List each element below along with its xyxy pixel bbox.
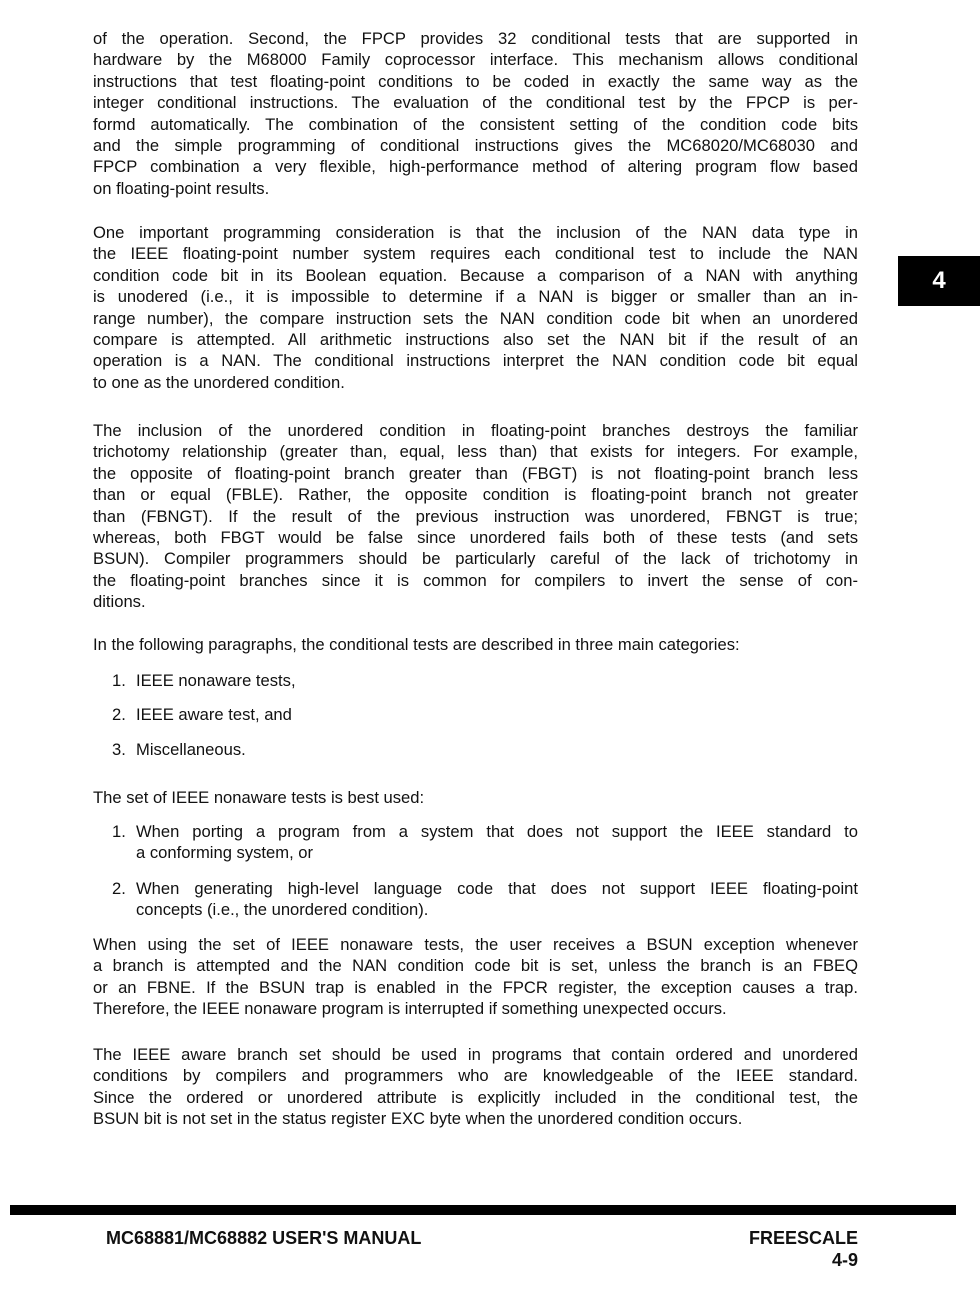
footer-rule (10, 1205, 956, 1215)
text-line: formd automatically. The combination of the consistent setting of the condition code bits (93, 114, 858, 134)
text-line: IEEE aware test, and (136, 705, 292, 724)
text-line: The set of IEEE nonaware tests is best used: (93, 788, 425, 807)
list-text (136, 821, 858, 864)
text-line: and the simple programming of conditional instructions gives the MC68020/MC68030 and (93, 135, 858, 155)
text-line: is unodered (i.e., it is impossible to determine if a NAN is bigger or smaller than an in- (93, 287, 858, 307)
paragraph-categories-intro (93, 634, 858, 655)
footer-manual-title: MC68881/MC68882 USER'S MANUAL (106, 1228, 422, 1248)
text-line: or an FBNE. If the BSUN trap is enabled in the FPCR register, the exception causes a trap. (93, 977, 858, 997)
text-line: Since the ordered or unordered attribute is explicitly included in the conditional test, the (93, 1087, 858, 1107)
page-number: 4-9 (831, 1250, 858, 1270)
text-line: BSUN bit is not set in the status register EXC byte when the unordered condition occurs. (93, 1109, 743, 1129)
text-line: range number), the compare instruction sets the NAN condition code bit when an unordered (93, 308, 858, 328)
text-line: trichotomy relationship (greater than, equal, less than) that exists for integers. For example, (93, 442, 858, 462)
footer-company: FREESCALE (748, 1228, 858, 1248)
text-line: a conforming system, or (136, 843, 314, 863)
text-line: to one as the unordered condition. (93, 372, 345, 392)
list-number: 1. (112, 822, 126, 841)
text-line: integer conditional instructions. The evaluation of the conditional test by the FPCP is per- (93, 93, 858, 113)
paragraph-fpcp-conditional-tests (93, 28, 858, 199)
paragraph-bsun-exception (93, 934, 858, 1020)
paragraph-nonaware-intro (93, 787, 858, 808)
text-line: the floating-point branches since it is common for compilers to invert the sense of con- (93, 570, 858, 590)
chapter-tab (898, 256, 980, 306)
list-text (136, 704, 858, 725)
text-line: conditions by compilers and programmers who are knowledgeable of the IEEE standard. (93, 1066, 858, 1086)
list-number: 2. (112, 705, 126, 724)
paragraph-unordered-condition (93, 420, 858, 613)
text-line: Therefore, the IEEE nonaware program is interrupted if something unexpected occurs. (93, 999, 727, 1019)
text-line: concepts (i.e., the unordered condition). (136, 900, 429, 920)
text-line: a branch is attempted and the NAN condition code bit is set, unless the branch is an FBEQ (93, 956, 858, 976)
text-line: the IEEE floating-point number system requires each conditional test to include the NAN (93, 244, 858, 264)
paragraph-ieee-aware (93, 1044, 858, 1130)
text-line: FPCP combination a very flexible, high-performance method of altering program flow based (93, 157, 858, 177)
text-line: Miscellaneous. (136, 740, 246, 759)
text-line: When using the set of IEEE nonaware tests, the user receives a BSUN exception whenever (93, 935, 858, 954)
text-line: hardware by the M68000 Family coprocessor interface. This mechanism allows conditional (93, 50, 858, 70)
text-line: of the operation. Second, the FPCP provides 32 conditional tests that are supported in (93, 29, 858, 48)
text-line: whereas, both FBGT would be false since unordered fails both of these tests (and sets (93, 527, 858, 547)
text-line: When porting a program from a system that does not support the IEEE standard to (136, 822, 858, 841)
text-line: than or equal (FBLE). Rather, the opposite condition is floating-point branch not greater (93, 485, 858, 505)
list-text (136, 739, 858, 760)
text-line: The IEEE aware branch set should be used in programs that contain ordered and unordered (93, 1045, 858, 1064)
text-line: instructions that test floating-point conditions to be coded in exactly the same way as the (93, 71, 858, 91)
text-line: ditions. (93, 592, 146, 612)
text-line: condition code bit in its Boolean equation. Because a comparison of a NAN with anything (93, 265, 858, 285)
text-line: When generating high-level language code that does not support IEEE floating-point (136, 879, 858, 898)
text-line: One important programming consideration is that the inclusion of the NAN data type in (93, 223, 858, 242)
list-number: 3. (112, 740, 126, 759)
text-line: operation is a NAN. The conditional instructions interpret the NAN condition code bit equal (93, 351, 858, 371)
text-line: IEEE nonaware tests, (136, 671, 296, 690)
text-line: The inclusion of the unordered condition in floating-point branches destroys the familiar (93, 421, 858, 440)
paragraph-nan-consideration (93, 222, 858, 393)
text-line: compare is attempted. All arithmetic instructions also set the NAN bit if the result of an (93, 329, 858, 349)
text-line: BSUN). Compiler programmers should be particularly careful of the lack of trichotomy in (93, 549, 858, 569)
list-number: 2. (112, 879, 126, 898)
list-text (136, 878, 858, 921)
text-line: the opposite of floating-point branch greater than (FBGT) is not floating-point branch less (93, 463, 858, 483)
chapter-number: 4 (932, 267, 946, 294)
list-text (136, 670, 858, 691)
list-number: 1. (112, 671, 126, 690)
text-line: than (FBNGT). If the result of the previous instruction was unordered, FBNGT is true; (93, 506, 858, 526)
text-line: In the following paragraphs, the conditional tests are described in three main categories: (93, 635, 740, 654)
text-line: on floating-point results. (93, 178, 270, 198)
